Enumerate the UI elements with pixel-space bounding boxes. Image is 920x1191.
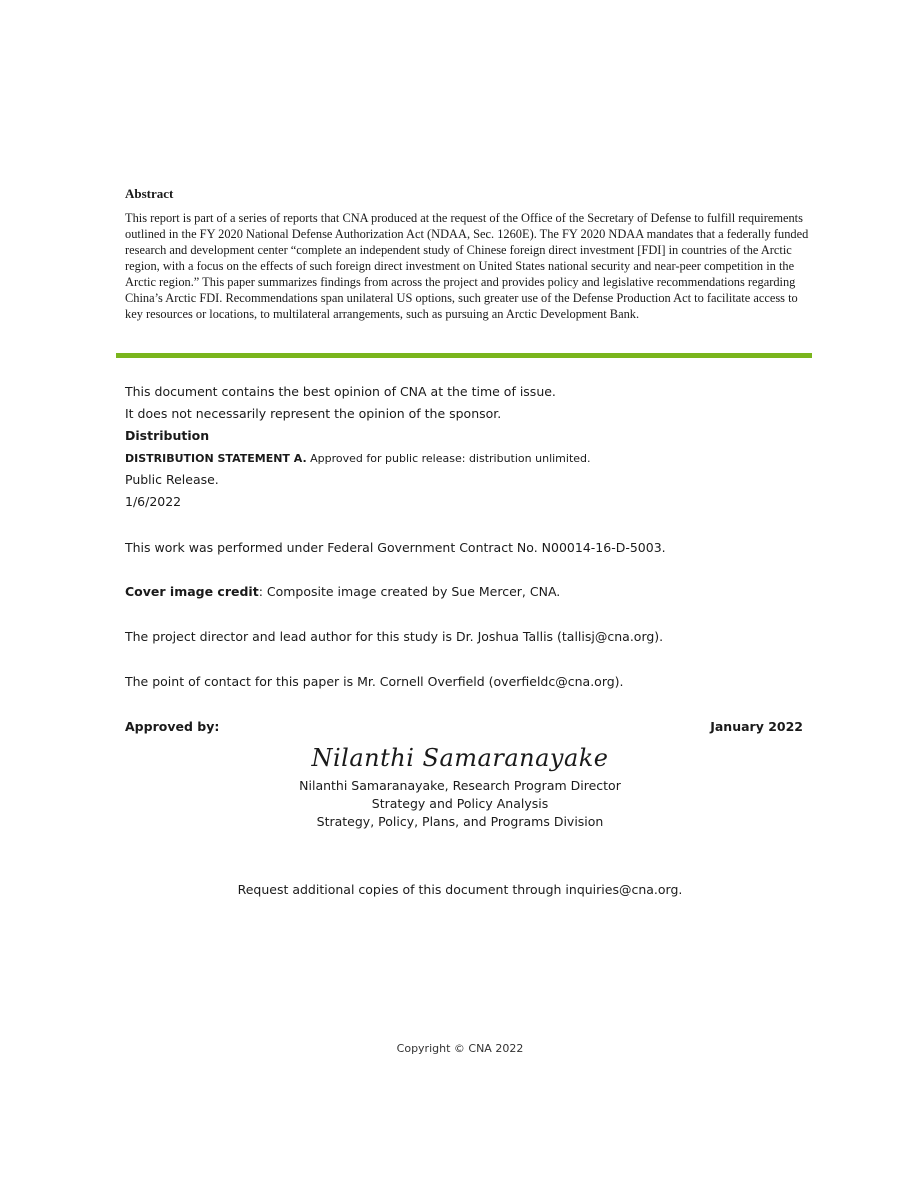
project-director: The project director and lead author for this study is Dr. Joshua Tallis (tallisj@cna.org). xyxy=(125,629,664,644)
contract-statement: This work was performed under Federal Government Contract No. N00014-16-D-5003. xyxy=(125,540,666,555)
point-of-contact: The point of contact for this paper is Mr. Cornell Overfield (overfieldc@cna.org). xyxy=(125,674,624,689)
abstract-body: This report is part of a series of reports that CNA produced at the request of the Office of the Secretary of Defense to fulfill requirements outlined in the FY 2020 National Defense Authorization Act (NDAA, Sec. 1260E). The FY 2020 NDAA mandates that a federally funded research and development center “complete an independent study of Chinese foreign direct investment [FDI] in countries of the Arctic region, with a focus on the effects of such foreign direct investment on United States national security and near-peer competition in the Arctic region.” This paper summarizes findings from across the project and provides policy and legislative recommendations regarding China’s Arctic FDI. Recommendations span unilateral US options, such greater use of the Defense Production Act to facilitate access to key resources or locations, to multilateral arrangements, such as pursuing an Arctic Development Bank. xyxy=(125,211,809,321)
distribution-statement xyxy=(125,451,591,467)
copyright: Copyright © CNA 2022 xyxy=(396,1042,524,1055)
approver-unit: Strategy and Policy Analysis xyxy=(371,796,549,811)
cover-image-credit xyxy=(125,584,560,600)
notice-line-1: This document contains the best opinion of CNA at the time of issue. xyxy=(125,384,556,399)
distribution-statement-text: Approved for public release: distribution unlimited. xyxy=(310,452,591,465)
notice-line-2: It does not necessarily represent the opinion of the sponsor. xyxy=(125,406,502,421)
approval-date: January 2022 xyxy=(710,719,803,734)
signature: Nilanthi Samaranayake xyxy=(311,744,609,772)
distribution-heading: Distribution xyxy=(125,428,210,443)
cover-credit-text: : Composite image created by Sue Mercer, CNA. xyxy=(258,584,561,599)
approver-division: Strategy, Policy, Plans, and Programs Division xyxy=(316,814,604,829)
cover-credit-label: Cover image credit xyxy=(125,584,259,599)
approver-name-title: Nilanthi Samaranayake, Research Program Director xyxy=(299,778,621,793)
green-divider xyxy=(116,353,812,358)
distribution-statement-label: DISTRIBUTION STATEMENT A. xyxy=(125,452,307,465)
public-release: Public Release. xyxy=(125,472,219,487)
release-date: 1/6/2022 xyxy=(125,494,182,509)
approved-by-label: Approved by: xyxy=(125,719,220,734)
abstract-title: Abstract xyxy=(125,186,174,201)
request-copies: Request additional copies of this document through inquiries@cna.org. xyxy=(237,882,683,897)
